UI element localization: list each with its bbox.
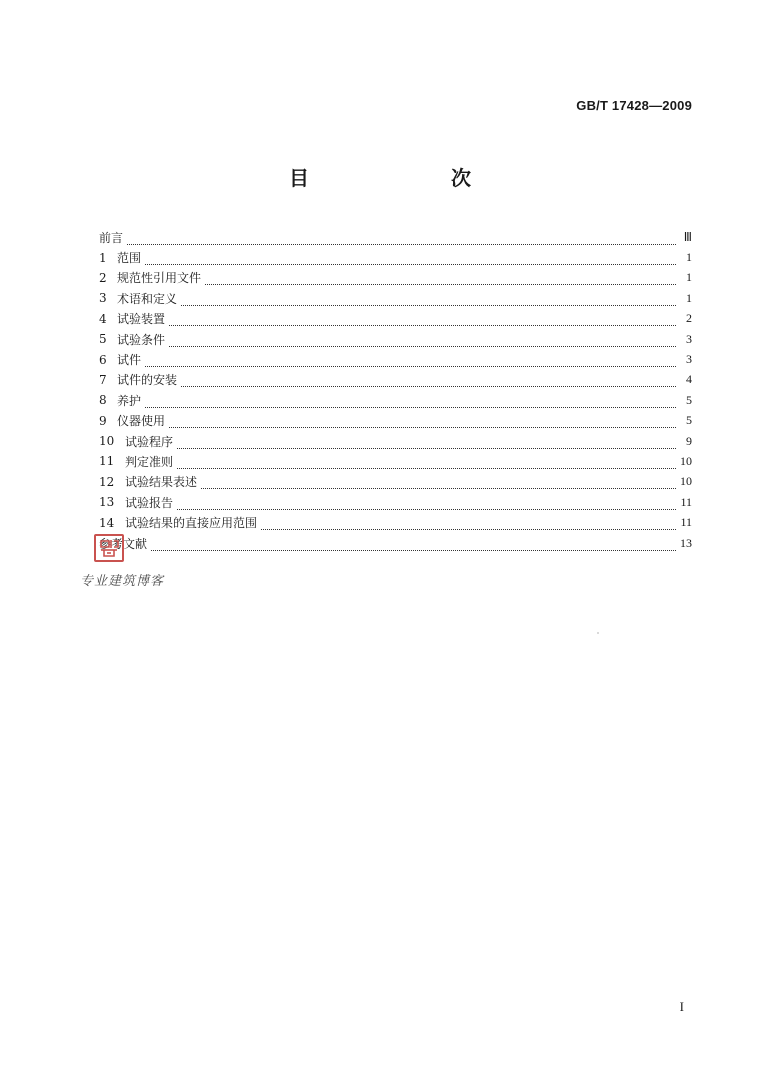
watermark-text: 专业建筑博客 (80, 574, 165, 589)
toc-entry-number: 13 (99, 495, 115, 510)
toc-entry-number: 10 (99, 434, 115, 449)
toc-dot-leader (177, 497, 676, 510)
toc-entry[interactable] (99, 431, 692, 451)
toc-entry[interactable] (99, 288, 692, 308)
toc-entry-label: 试验结果的直接应用范围 (125, 516, 258, 531)
toc-entry-page: 5 (686, 413, 692, 428)
toc-entry-page: 5 (686, 392, 692, 407)
toc-dot-leader (169, 415, 676, 428)
toc-dot-leader (181, 293, 676, 306)
toc-entry-label: 试件的安装 (117, 373, 178, 388)
seal-glyph (96, 536, 122, 560)
toc-entry[interactable] (99, 492, 692, 512)
toc-entry-page: 9 (686, 433, 692, 448)
toc-entry-page: 11 (680, 494, 692, 509)
toc-entry-number: 9 (99, 413, 107, 428)
toc-dot-leader (181, 374, 676, 387)
toc-entry-page: 13 (680, 535, 692, 550)
toc-entry-page: 3 (686, 331, 692, 346)
toc-entry-page: 1 (686, 270, 692, 285)
toc-entry[interactable] (99, 349, 692, 369)
toc-entry-label: 养护 (117, 393, 142, 408)
toc-dot-leader (261, 517, 676, 530)
toc-entry-label: 规范性引用文件 (117, 271, 202, 286)
page-number: I (679, 999, 684, 1014)
toc-entry[interactable] (99, 309, 692, 329)
toc-entry[interactable] (99, 247, 692, 267)
toc-entry[interactable] (99, 472, 692, 492)
toc-entry-label: 参考文献 (99, 536, 148, 551)
toc-entry-page: Ⅲ (683, 229, 692, 244)
toc-entry[interactable] (99, 390, 692, 410)
toc-dot-leader (169, 334, 676, 347)
toc-dot-leader (177, 436, 676, 449)
seal-stamp-icon (94, 534, 124, 562)
toc-entry[interactable] (99, 370, 692, 390)
toc-dot-leader (145, 252, 676, 265)
toc-entry-number: 6 (99, 352, 107, 367)
toc-entry-page: 1 (686, 250, 692, 265)
scan-speck (597, 632, 599, 634)
toc-entry-label: 前言 (99, 230, 124, 245)
toc-dot-leader (127, 232, 676, 245)
toc-entry-page: 4 (686, 372, 692, 387)
toc-entry-label: 试验条件 (117, 332, 166, 347)
toc-entry-number: 14 (99, 515, 115, 530)
toc-entry-number: 12 (99, 474, 115, 489)
toc-entry-number: 8 (99, 393, 107, 408)
toc-entry-number: 3 (99, 291, 107, 306)
toc-entry-number: 4 (99, 311, 107, 326)
table-of-contents (99, 227, 692, 553)
toc-entry-number: 1 (99, 250, 107, 265)
toc-entry-label: 试验结果表述 (125, 475, 198, 490)
toc-entry-number: 5 (99, 332, 107, 347)
toc-entry[interactable] (99, 451, 692, 471)
toc-entry-page: 10 (680, 474, 692, 489)
toc-entry-page: 3 (686, 352, 692, 367)
standard-number: GB/T 17428—2009 (576, 98, 692, 113)
toc-entry[interactable] (99, 411, 692, 431)
toc-entry-label: 试验装置 (117, 312, 166, 327)
toc-entry-number: 7 (99, 372, 107, 387)
toc-dot-leader (201, 476, 676, 489)
toc-entry-number: 2 (99, 270, 107, 285)
toc-dot-leader (151, 538, 676, 551)
toc-entry-label: 试验程序 (125, 434, 174, 449)
toc-entry-label: 仪器使用 (117, 414, 166, 429)
toc-entry-page: 10 (680, 453, 692, 468)
toc-entry[interactable] (99, 512, 692, 532)
toc-entry-page: 11 (680, 515, 692, 530)
toc-entry-number: 11 (99, 454, 115, 469)
toc-dot-leader (205, 272, 676, 285)
toc-dot-leader (177, 456, 676, 469)
toc-entry[interactable] (99, 329, 692, 349)
toc-dot-leader (145, 395, 676, 408)
toc-entry-label: 试验报告 (125, 495, 174, 510)
toc-entry[interactable] (99, 268, 692, 288)
toc-entry-label: 判定准则 (125, 454, 174, 469)
toc-dot-leader (169, 313, 676, 326)
toc-entry[interactable] (99, 227, 692, 247)
toc-entry-label: 范围 (117, 251, 142, 266)
toc-title: 目 次 (289, 166, 505, 190)
toc-entry-page: 2 (686, 311, 692, 326)
toc-entry-label: 试件 (117, 353, 142, 368)
toc-entry-page: 1 (686, 290, 692, 305)
toc-entry-label: 术语和定义 (117, 291, 178, 306)
toc-dot-leader (145, 354, 676, 367)
watermark (80, 534, 190, 594)
